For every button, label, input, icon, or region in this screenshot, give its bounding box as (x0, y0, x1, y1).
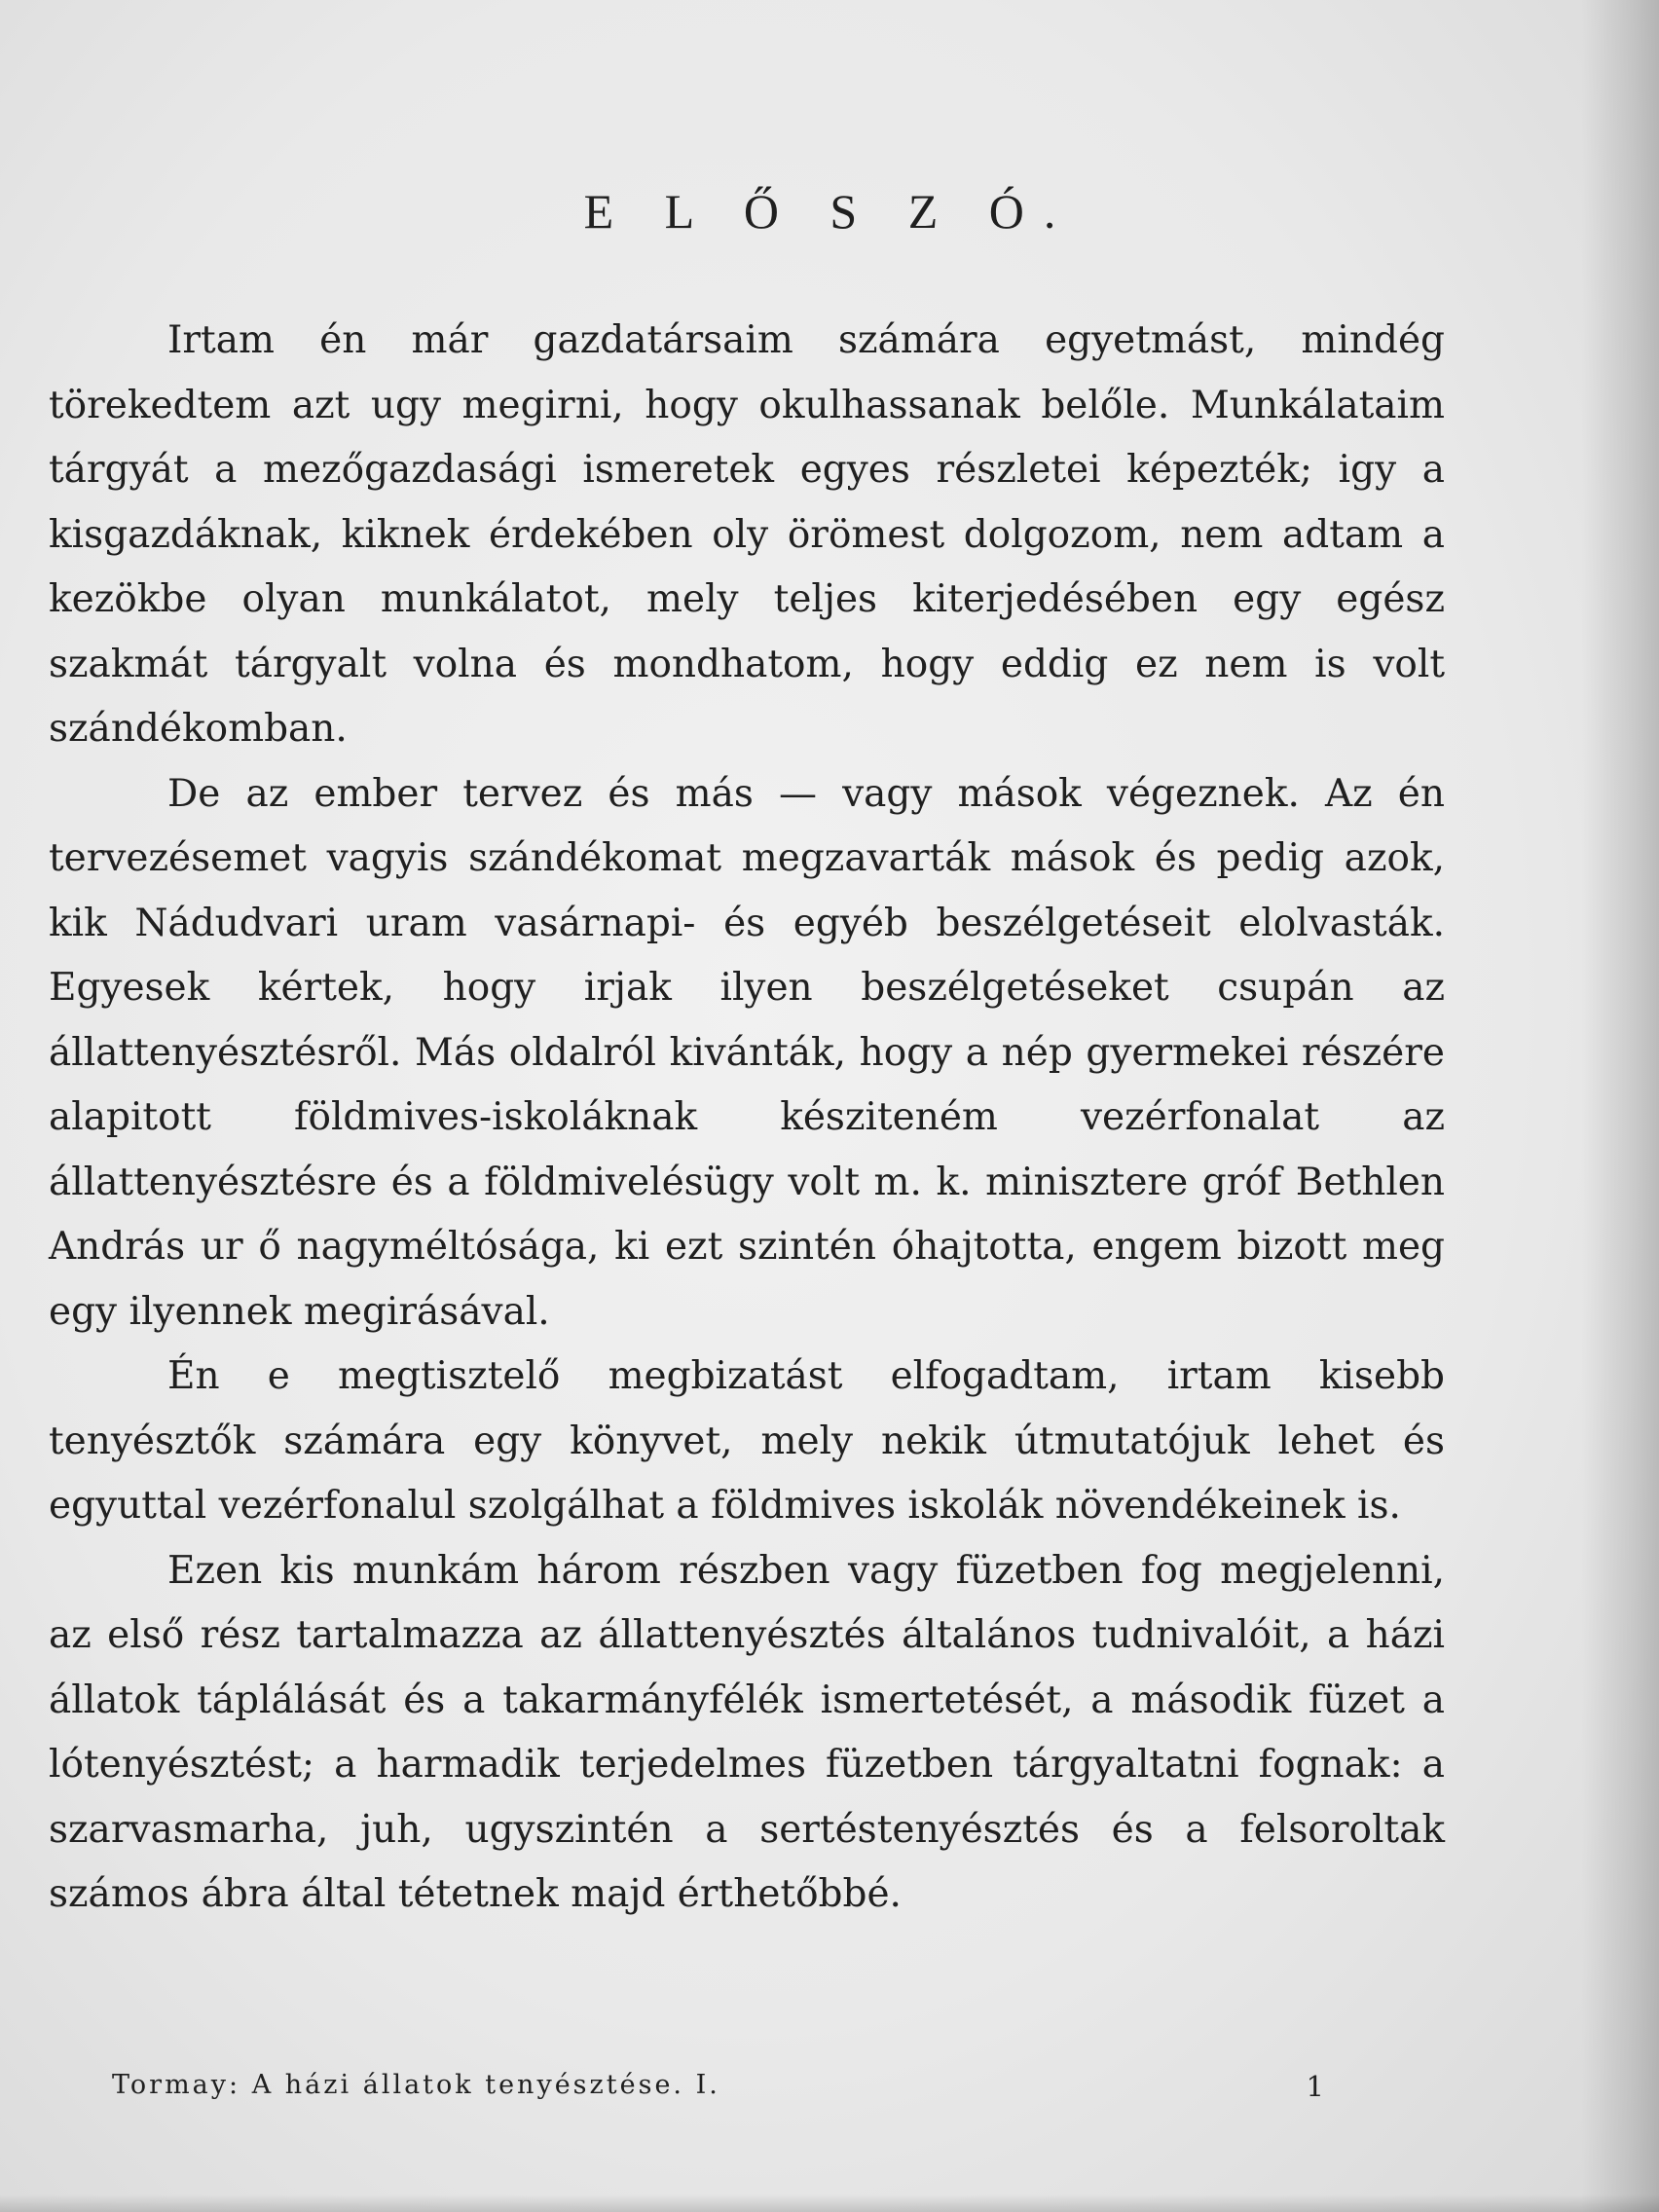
footer-signature: Tormay: A házi állatok tenyésztése. I. (112, 2070, 720, 2100)
preface-body (49, 309, 1445, 1928)
paragraph-3: Én e megtisztelő megbizatást elfogadtam, irtam kisebb tenyésztők számára egy könyvet, mely nekik útmutatójuk lehet és egyuttal vezérfonalul szolgálhat a földmives iskolák növendékeinek is. (49, 1354, 1445, 1528)
page-footer (112, 2070, 1324, 2103)
paragraph-4: Ezen kis munkám három részben vagy füzetben fog megjelenni, az első rész tartalmazza az állattenyésztés általános tudnivalóit, a házi állatok táplálását és a takarmányfélék ismertetését, a második füzet a lótenyésztést; a harmadik terjedelmes füzetben tárgyaltatni fognak: a szarvasmarha, juh, ugyszintén a sertéstenyésztés és a felsoroltak számos ábra által tétetnek majd érthetőbbé. (49, 1548, 1445, 1916)
page-number: 1 (1306, 2070, 1324, 2103)
bottom-edge (0, 2194, 1659, 2212)
paragraph-1: Irtam én már gazdatársaim számára egyetmást, mindég törekedtem azt ugy megirni, hogy okulhassanak belőle. Munkálataim tárgyát a mezőgazdasági ismeretek egyes részletei képezték; igy a kisgazdáknak, kiknek érdekében oly örömest dolgozom, nem adtam a kezökbe olyan munkálatot, mely teljes kiterjedésében egy egész szakmát tárgyalt volna és mondhatom, hogy eddig ez nem is volt szándékomban. (49, 318, 1445, 751)
paragraph-2: De az ember tervez és más — vagy mások végeznek. Az én tervezésemet vagyis szándékomat megzavarták mások és pedig azok, kik Nádudvari uram vasárnapi- és egyéb beszélgetéseit elolvasták. Egyesek kértek, hogy irjak ilyen beszélgetéseket csupán az állattenyésztésről. Más oldalról kivánták, hogy a nép gyermekei részére alapitott földmives-iskoláknak késziteném vezérfonalat az állattenyésztésre és a földmivelésügy volt m. k. minisztere gróf Bethlen András ur ő nagyméltósága, ki ezt szintén óhajtotta, engem bizott meg egy ilyennek megirásával. (49, 771, 1445, 1334)
page-edge-shadow (1581, 0, 1659, 2212)
page-title: E L Ő S Z Ó. (583, 184, 1076, 239)
